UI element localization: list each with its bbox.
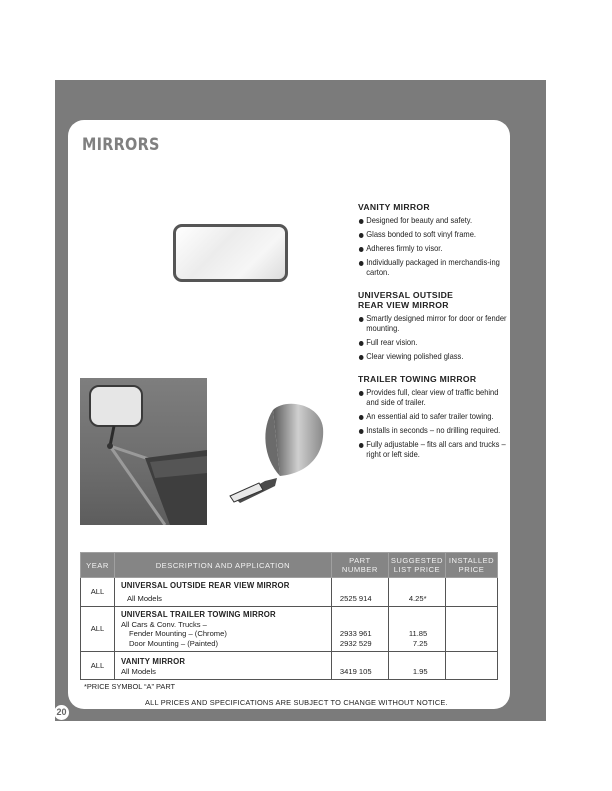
feature-item: Full rear vision. (358, 338, 509, 348)
trailer-towing-mirror-photo (80, 378, 207, 525)
year-cell: ALL (81, 578, 115, 607)
table-row (81, 652, 498, 680)
price-table (80, 552, 498, 680)
col-header-description: DESCRIPTION AND APPLICATION (114, 553, 331, 578)
year-cell: ALL (81, 652, 115, 680)
feature-item: Clear viewing polished glass. (358, 352, 509, 362)
part-number-cell: 3419 105 (331, 652, 388, 680)
bullet-icon (359, 355, 364, 360)
bullet-icon (359, 219, 364, 224)
bullet-icon (359, 261, 364, 266)
feature-item: Smartly designed mirror for door or fender mounting. (358, 314, 509, 334)
vanity-mirror-image (173, 224, 288, 282)
vanity-mirror-features (358, 216, 508, 278)
installed-price-cell (446, 578, 498, 607)
bullet-icon (359, 391, 364, 396)
feature-item: Adheres firmly to visor. (358, 244, 509, 254)
vanity-mirror-heading: VANITY MIRROR (358, 202, 430, 212)
part-number-cell: 2933 961 2932 529 (331, 607, 388, 652)
feature-item: Designed for beauty and safety. (358, 216, 509, 226)
page-title: MIRRORS (82, 135, 160, 155)
description-cell: UNIVERSAL OUTSIDE REAR VIEW MIRROR All Models (114, 578, 331, 607)
trailer-mirror-illustration (80, 378, 207, 525)
col-header-list-price: SUGGESTED LIST PRICE (388, 553, 445, 578)
vanity-mirror-section (358, 202, 508, 282)
outside-mirror-section (358, 290, 508, 366)
feature-item: Fully adjustable – fits all cars and trucks – right or left side. (358, 440, 509, 460)
feature-item: Individually packaged in merchandis-ing carton. (358, 258, 509, 278)
table-row (81, 578, 498, 607)
part-number-cell: 2525 914 (331, 578, 388, 607)
bullet-icon (359, 233, 364, 238)
bullet-icon (359, 317, 364, 322)
year-cell: ALL (81, 607, 115, 652)
bullet-icon (359, 443, 364, 448)
page-number: 20 (54, 705, 69, 720)
trailer-mirror-section (358, 374, 508, 464)
trailer-mirror-features (358, 388, 508, 460)
bullet-icon (359, 247, 364, 252)
feature-item: Provides full, clear view of traffic behind and side of trailer. (358, 388, 509, 408)
list-price-cell: 1.95 (388, 652, 445, 680)
price-change-notice: ALL PRICES AND SPECIFICATIONS ARE SUBJECT TO CHANGE WITHOUT NOTICE. (145, 698, 448, 707)
table-row (81, 607, 498, 652)
col-header-year: YEAR (81, 553, 115, 578)
price-symbol-footnote: *PRICE SYMBOL “A” PART (84, 682, 176, 691)
col-header-part-number: PART NUMBER (331, 553, 388, 578)
table-header-row (81, 553, 498, 578)
outside-mirror-heading: UNIVERSAL OUTSIDE REAR VIEW MIRROR (358, 290, 454, 310)
installed-price-cell (446, 652, 498, 680)
feature-item: Installs in seconds – no drilling required. (358, 426, 509, 436)
bullet-icon (359, 415, 364, 420)
outside-rear-view-mirror-image (225, 398, 325, 506)
outside-mirror-features (358, 314, 508, 362)
description-cell: VANITY MIRROR All Models (114, 652, 331, 680)
installed-price-cell (446, 607, 498, 652)
feature-item: An essential aid to safer trailer towing. (358, 412, 509, 422)
trailer-mirror-heading: TRAILER TOWING MIRROR (358, 374, 477, 384)
feature-item: Glass bonded to soft vinyl frame. (358, 230, 509, 240)
description-cell: UNIVERSAL TRAILER TOWING MIRROR All Cars & Conv. Trucks – Fender Mounting – (Chrome) Door Mounting – (Painted) (114, 607, 331, 652)
list-price-cell: 11.85 7.25 (388, 607, 445, 652)
bullet-icon (359, 429, 364, 434)
bullet-icon (359, 341, 364, 346)
col-header-installed-price: INSTALLED PRICE (446, 553, 498, 578)
list-price-cell: 4.25* (388, 578, 445, 607)
